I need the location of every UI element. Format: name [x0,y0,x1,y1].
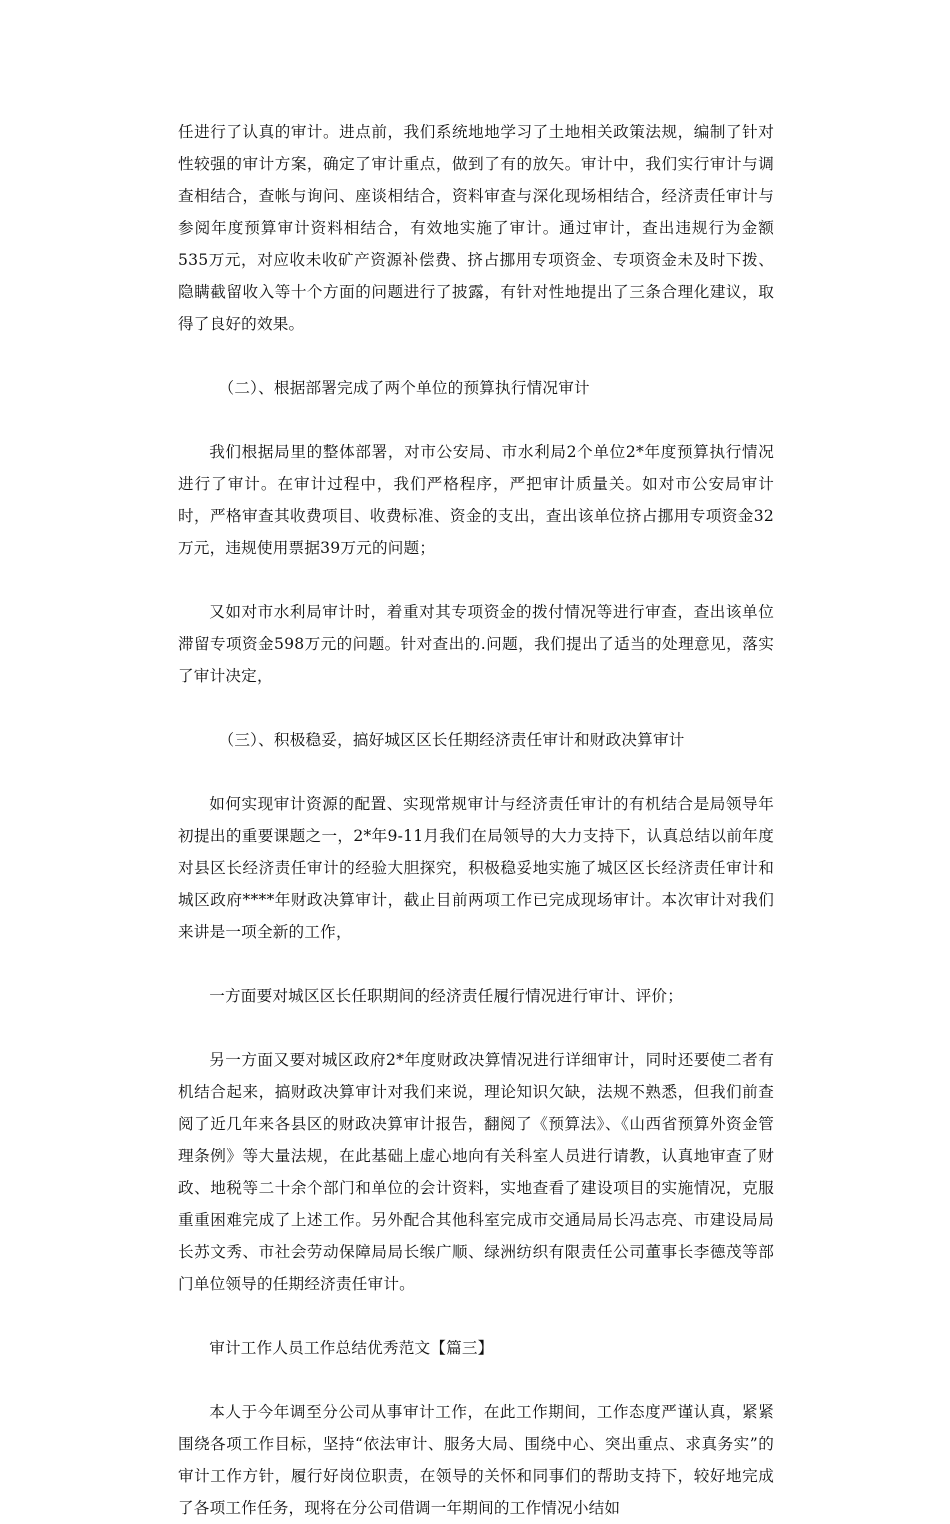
section-title-part-three: 审计工作人员工作总结优秀范文【篇三】 [209,1339,494,1357]
section-heading-three: （三）、积极稳妥，搞好城区区长任期经济责任审计和财政决算审计 [218,731,685,749]
paragraph-audit-results: 任进行了认真的审计。进点前，我们系统地地学习了土地相关政策法规，编制了针对性较强的审计方案，确定了审计重点，做到了有的放矢。审计中，我们实行审计与调查相结合，查帐与询问、座谈相结合，资料审查与深化现场相结合，经济责任审计与参阅年度预算审计资料相结合，有效地实施了审计。通过审计，查出违规行为金额535万元，对应收未收矿产资源补偿费、挤占挪用专项资金、专项资金未及时下拨、隐瞒截留收入等十个方面的问题进行了披露，有针对性地提出了三条合理化建议，取得了良好的效果。 [178,123,774,333]
paragraph-resource-allocation: 如何实现审计资源的配置、实现常规审计与经济责任审计的有机结合是局领导年初提出的重要课题之一，2*年9-11月我们在局领导的大力支持下，认真总结以前年度对县区长经济责任审计的经验大胆探究，积极稳妥地实施了城区区长经济责任审计和城区政府****年财政决算审计，截止目前两项工作已完成现场审计。本次审计对我们来讲是一项全新的工作， [178,795,774,941]
paragraph-personal-summary: 本人于今年调至分公司从事审计工作，在此工作期间，工作态度严谨认真，紧紧围绕各项工作目标，坚持“依法审计、服务大局、围绕中心、突出重点、求真务实”的审计工作方针，履行好岗位职责，在领导的关怀和同事们的帮助支持下，较好地完成了各项工作任务，现将在分公司借调一年期间的工作情况小结如 [178,1403,774,1517]
document-body [178,116,774,1524]
paragraph-other-aspect: 另一方面又要对城区政府2*年度财政决算情况进行详细审计，同时还要使二者有机结合起来，搞财政决算审计对我们来说，理论知识欠缺，法规不熟悉，但我们前查阅了近几年来各县区的财政决算审计报告，翻阅了《预算法》、《山西省预算外资金管理条例》等大量法规，在此基础上虚心地向有关科室人员进行请教，认真地审查了财政、地税等二十余个部门和单位的会计资料，实地查看了建设项目的实施情况，克服重重困难完成了上述工作。另外配合其他科室完成市交通局局长冯志亮、市建设局局长苏文秀、市社会劳动保障局局长缑广顺、绿洲纺织有限责任公司董事长李德茂等部门单位领导的任期经济责任审计。 [178,1051,774,1293]
paragraph-water-bureau: 又如对市水利局审计时，着重对其专项资金的拨付情况等进行审查，查出该单位滞留专项资金598万元的问题。针对查出的.问题，我们提出了适当的处理意见，落实了审计决定， [178,603,774,685]
section-heading-two: （二）、根据部署完成了两个单位的预算执行情况审计 [218,379,590,397]
paragraph-one-aspect: 一方面要对城区区长任职期间的经济责任履行情况进行审计、评价； [209,987,684,1005]
paragraph-budget-audit: 我们根据局里的整体部署，对市公安局、市水利局2个单位2*年度预算执行情况进行了审计。在审计过程中，我们严格程序，严把审计质量关。如对市公安局审计时，严格审查其收费项目、收费标准、资金的支出，查出该单位挤占挪用专项资金32万元，违规使用票据39万元的问题； [178,443,774,557]
